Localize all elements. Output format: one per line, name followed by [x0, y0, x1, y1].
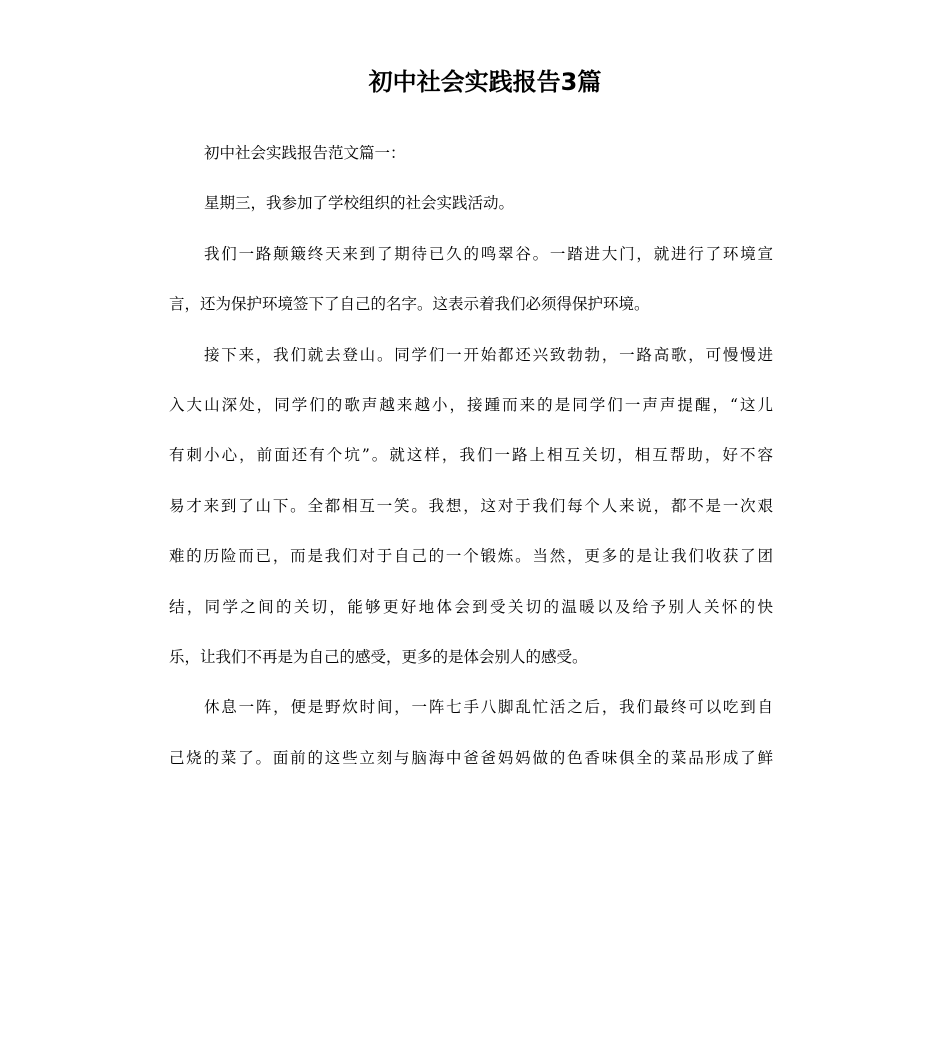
paragraph-line: 接下来，我们就去登山。同学们一开始都还兴致勃勃，一路高歌，可慢慢进	[204, 345, 773, 364]
paragraph-line: 星期三，我参加了学校组织的社会实践活动。	[204, 194, 515, 213]
paragraph-line: 有刺小心，前面还有个坑”。就这样，我们一路上相互关切，相互帮助，好不容	[169, 446, 773, 465]
paragraph-line: 我们一路颠簸终天来到了期待已久的鸣翠谷。一踏进大门，就进行了环境宣	[204, 244, 773, 263]
paragraph-line: 初中社会实践报告范文篇一：	[204, 144, 406, 162]
paragraph-line: 乐，让我们不再是为自己的感受，更多的是体会别人的感受。	[169, 647, 588, 666]
paragraph-line: 易才来到了山下。全都相互一笑。我想，这对于我们每个人来说，都不是一次艰	[169, 496, 773, 515]
paragraph-line: 言，还为保护环境签下了自己的名字。这表示着我们必须得保护环境。	[169, 295, 650, 314]
paragraph-line: 己烧的菜了。面前的这些立刻与脑海中爸爸妈妈做的色香味俱全的菜品形成了鲜	[169, 748, 773, 767]
paragraph-line: 入大山深处，同学们的歌声越来越小，接踵而来的是同学们一声声提醒，“这儿	[169, 395, 773, 414]
paragraph-line: 休息一阵，便是野炊时间，一阵七手八脚乱忙活之后，我们最终可以吃到自	[204, 698, 773, 717]
document-body	[169, 139, 773, 794]
document-title: 初中社会实践报告3篇	[368, 68, 602, 96]
paragraph-line: 结，同学之间的关切，能够更好地体会到受关切的温暖以及给予别人关怀的快	[169, 597, 773, 616]
paragraph-line: 难的历险而已，而是我们对于自己的一个锻炼。当然，更多的是让我们收获了团	[169, 547, 773, 566]
